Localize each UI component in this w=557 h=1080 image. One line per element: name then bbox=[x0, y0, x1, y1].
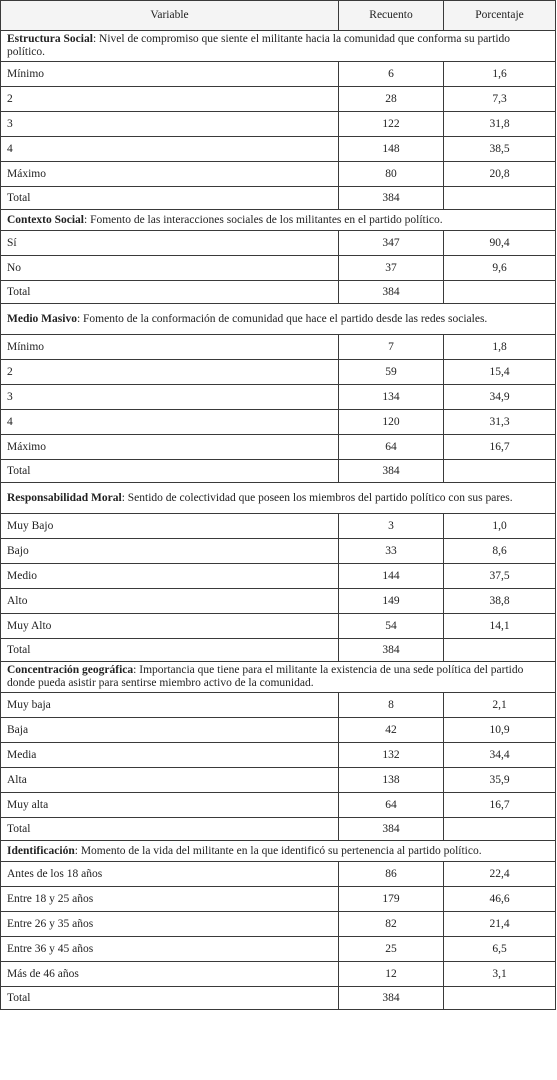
section-title: Identificación bbox=[7, 844, 75, 857]
row-count: 54 bbox=[339, 614, 444, 639]
section-description: Importancia que tiene para el militante la existencia de una sede política del partido donde pueda asistir para sentirse miembro activo de la comunidad. bbox=[7, 664, 524, 689]
table-row bbox=[1, 768, 556, 793]
table-row bbox=[1, 718, 556, 743]
total-label: Total bbox=[1, 818, 339, 841]
row-percent: 37,5 bbox=[444, 564, 556, 589]
total-count: 384 bbox=[339, 639, 444, 662]
header-count: Recuento bbox=[339, 1, 444, 31]
row-label: Muy Alto bbox=[1, 614, 339, 639]
row-percent: 34,4 bbox=[444, 743, 556, 768]
row-count: 148 bbox=[339, 137, 444, 162]
row-label: Máximo bbox=[1, 435, 339, 460]
row-count: 7 bbox=[339, 335, 444, 360]
row-count: 64 bbox=[339, 793, 444, 818]
row-count: 28 bbox=[339, 87, 444, 112]
header-percent: Porcentaje bbox=[444, 1, 556, 31]
row-count: 12 bbox=[339, 962, 444, 987]
header-row bbox=[1, 1, 556, 31]
row-label: Muy Bajo bbox=[1, 514, 339, 539]
section-header-row bbox=[1, 210, 556, 231]
section-header-row bbox=[1, 483, 556, 514]
section-description: Fomento de las interacciones sociales de los militantes en el partido político. bbox=[90, 213, 443, 226]
table-row bbox=[1, 589, 556, 614]
row-count: 25 bbox=[339, 937, 444, 962]
total-row bbox=[1, 460, 556, 483]
table-row bbox=[1, 256, 556, 281]
total-percent bbox=[444, 460, 556, 483]
table-row bbox=[1, 231, 556, 256]
row-count: 64 bbox=[339, 435, 444, 460]
total-percent bbox=[444, 281, 556, 304]
table-row bbox=[1, 162, 556, 187]
total-row bbox=[1, 281, 556, 304]
row-percent: 9,6 bbox=[444, 256, 556, 281]
row-label: Alto bbox=[1, 589, 339, 614]
header-variable: Variable bbox=[1, 1, 339, 31]
total-percent bbox=[444, 639, 556, 662]
row-count: 3 bbox=[339, 514, 444, 539]
row-count: 86 bbox=[339, 862, 444, 887]
section-header: Contexto Social: Fomento de las interacciones sociales de los militantes en el partido político. bbox=[1, 210, 556, 231]
section-title: Estructura Social bbox=[7, 33, 93, 45]
row-count: 134 bbox=[339, 385, 444, 410]
total-count: 384 bbox=[339, 460, 444, 483]
row-label: 3 bbox=[1, 112, 339, 137]
row-percent: 8,6 bbox=[444, 539, 556, 564]
row-percent: 90,4 bbox=[444, 231, 556, 256]
row-label: Entre 18 y 25 años bbox=[1, 887, 339, 912]
table-row bbox=[1, 614, 556, 639]
row-label: Antes de los 18 años bbox=[1, 862, 339, 887]
row-label: Baja bbox=[1, 718, 339, 743]
total-label: Total bbox=[1, 987, 339, 1010]
section-description: Fomento de la conformación de comunidad que hace el partido desde las redes sociales. bbox=[83, 312, 488, 325]
row-label: Sí bbox=[1, 231, 339, 256]
total-count: 384 bbox=[339, 818, 444, 841]
total-label: Total bbox=[1, 281, 339, 304]
row-percent: 38,5 bbox=[444, 137, 556, 162]
row-count: 347 bbox=[339, 231, 444, 256]
section-description: Momento de la vida del militante en la que identificó su pertenencia al partido político. bbox=[80, 844, 482, 857]
total-row bbox=[1, 987, 556, 1010]
table-row bbox=[1, 112, 556, 137]
row-label: Medio bbox=[1, 564, 339, 589]
row-count: 33 bbox=[339, 539, 444, 564]
row-percent: 38,8 bbox=[444, 589, 556, 614]
row-percent: 46,6 bbox=[444, 887, 556, 912]
table-row bbox=[1, 793, 556, 818]
total-label: Total bbox=[1, 460, 339, 483]
table-row bbox=[1, 937, 556, 962]
row-percent: 6,5 bbox=[444, 937, 556, 962]
table-row bbox=[1, 564, 556, 589]
table-row bbox=[1, 137, 556, 162]
total-label: Total bbox=[1, 639, 339, 662]
total-percent bbox=[444, 987, 556, 1010]
table-row bbox=[1, 360, 556, 385]
table-row bbox=[1, 385, 556, 410]
total-percent bbox=[444, 187, 556, 210]
total-row bbox=[1, 187, 556, 210]
row-count: 132 bbox=[339, 743, 444, 768]
row-label: 4 bbox=[1, 137, 339, 162]
table-row bbox=[1, 87, 556, 112]
section-title: Contexto Social bbox=[7, 213, 84, 226]
row-count: 6 bbox=[339, 62, 444, 87]
total-count: 384 bbox=[339, 281, 444, 304]
section-description: Sentido de colectividad que poseen los miembros del partido político con sus pares. bbox=[127, 491, 513, 504]
row-percent: 16,7 bbox=[444, 435, 556, 460]
row-label: Muy alta bbox=[1, 793, 339, 818]
row-percent: 15,4 bbox=[444, 360, 556, 385]
table-row bbox=[1, 862, 556, 887]
section-header-row bbox=[1, 304, 556, 335]
row-count: 80 bbox=[339, 162, 444, 187]
table-body bbox=[1, 31, 556, 1010]
row-label: 2 bbox=[1, 360, 339, 385]
section-header: Concentración geográfica: Importancia que tiene para el militante la existencia de una sede política del partido donde pueda asistir para sentirse miembro activo de la comunidad. bbox=[1, 662, 556, 693]
table-row bbox=[1, 693, 556, 718]
section-header-row bbox=[1, 841, 556, 862]
row-percent: 3,1 bbox=[444, 962, 556, 987]
table-row bbox=[1, 962, 556, 987]
row-count: 138 bbox=[339, 768, 444, 793]
row-count: 122 bbox=[339, 112, 444, 137]
row-percent: 14,1 bbox=[444, 614, 556, 639]
total-count: 384 bbox=[339, 187, 444, 210]
section-header: Medio Masivo: Fomento de la conformación de comunidad que hace el partido desde las redes sociales. bbox=[1, 304, 556, 335]
table-row bbox=[1, 539, 556, 564]
row-count: 82 bbox=[339, 912, 444, 937]
section-title: Medio Masivo bbox=[7, 312, 77, 325]
section-description: Nivel de compromiso que siente el militante hacia la comunidad que conforma su partido político. bbox=[7, 33, 511, 58]
section-header-row bbox=[1, 31, 556, 62]
total-row bbox=[1, 639, 556, 662]
row-percent: 35,9 bbox=[444, 768, 556, 793]
section-header: Responsabilidad Moral: Sentido de colectividad que poseen los miembros del partido político con sus pares. bbox=[1, 483, 556, 514]
row-percent: 7,3 bbox=[444, 87, 556, 112]
row-count: 179 bbox=[339, 887, 444, 912]
row-label: Máximo bbox=[1, 162, 339, 187]
row-label: 4 bbox=[1, 410, 339, 435]
row-count: 59 bbox=[339, 360, 444, 385]
row-percent: 20,8 bbox=[444, 162, 556, 187]
row-label: Muy baja bbox=[1, 693, 339, 718]
row-percent: 34,9 bbox=[444, 385, 556, 410]
row-label: Mínimo bbox=[1, 335, 339, 360]
section-header: Identificación: Momento de la vida del militante en la que identificó su pertenencia al partido político. bbox=[1, 841, 556, 862]
table-row bbox=[1, 62, 556, 87]
table-row bbox=[1, 335, 556, 360]
row-percent: 1,6 bbox=[444, 62, 556, 87]
table-row bbox=[1, 743, 556, 768]
section-title: Concentración geográfica bbox=[7, 664, 134, 676]
row-label: Mínimo bbox=[1, 62, 339, 87]
row-percent: 31,8 bbox=[444, 112, 556, 137]
row-label: Más de 46 años bbox=[1, 962, 339, 987]
row-percent: 10,9 bbox=[444, 718, 556, 743]
table-row bbox=[1, 410, 556, 435]
row-percent: 16,7 bbox=[444, 793, 556, 818]
row-count: 8 bbox=[339, 693, 444, 718]
section-title: Responsabilidad Moral bbox=[7, 491, 122, 504]
row-label: No bbox=[1, 256, 339, 281]
row-percent: 1,0 bbox=[444, 514, 556, 539]
row-percent: 22,4 bbox=[444, 862, 556, 887]
row-count: 144 bbox=[339, 564, 444, 589]
row-percent: 2,1 bbox=[444, 693, 556, 718]
row-label: 3 bbox=[1, 385, 339, 410]
row-label: 2 bbox=[1, 87, 339, 112]
table-row bbox=[1, 887, 556, 912]
section-header: Estructura Social: Nivel de compromiso que siente el militante hacia la comunidad que conforma su partido político. bbox=[1, 31, 556, 62]
total-label: Total bbox=[1, 187, 339, 210]
row-percent: 21,4 bbox=[444, 912, 556, 937]
row-label: Alta bbox=[1, 768, 339, 793]
row-count: 120 bbox=[339, 410, 444, 435]
table-row bbox=[1, 514, 556, 539]
total-count: 384 bbox=[339, 987, 444, 1010]
row-count: 42 bbox=[339, 718, 444, 743]
row-label: Entre 36 y 45 años bbox=[1, 937, 339, 962]
total-row bbox=[1, 818, 556, 841]
table-row bbox=[1, 912, 556, 937]
row-label: Entre 26 y 35 años bbox=[1, 912, 339, 937]
total-percent bbox=[444, 818, 556, 841]
row-count: 149 bbox=[339, 589, 444, 614]
row-percent: 31,3 bbox=[444, 410, 556, 435]
table-row bbox=[1, 435, 556, 460]
row-count: 37 bbox=[339, 256, 444, 281]
row-label: Media bbox=[1, 743, 339, 768]
row-label: Bajo bbox=[1, 539, 339, 564]
row-percent: 1,8 bbox=[444, 335, 556, 360]
section-header-row bbox=[1, 662, 556, 693]
